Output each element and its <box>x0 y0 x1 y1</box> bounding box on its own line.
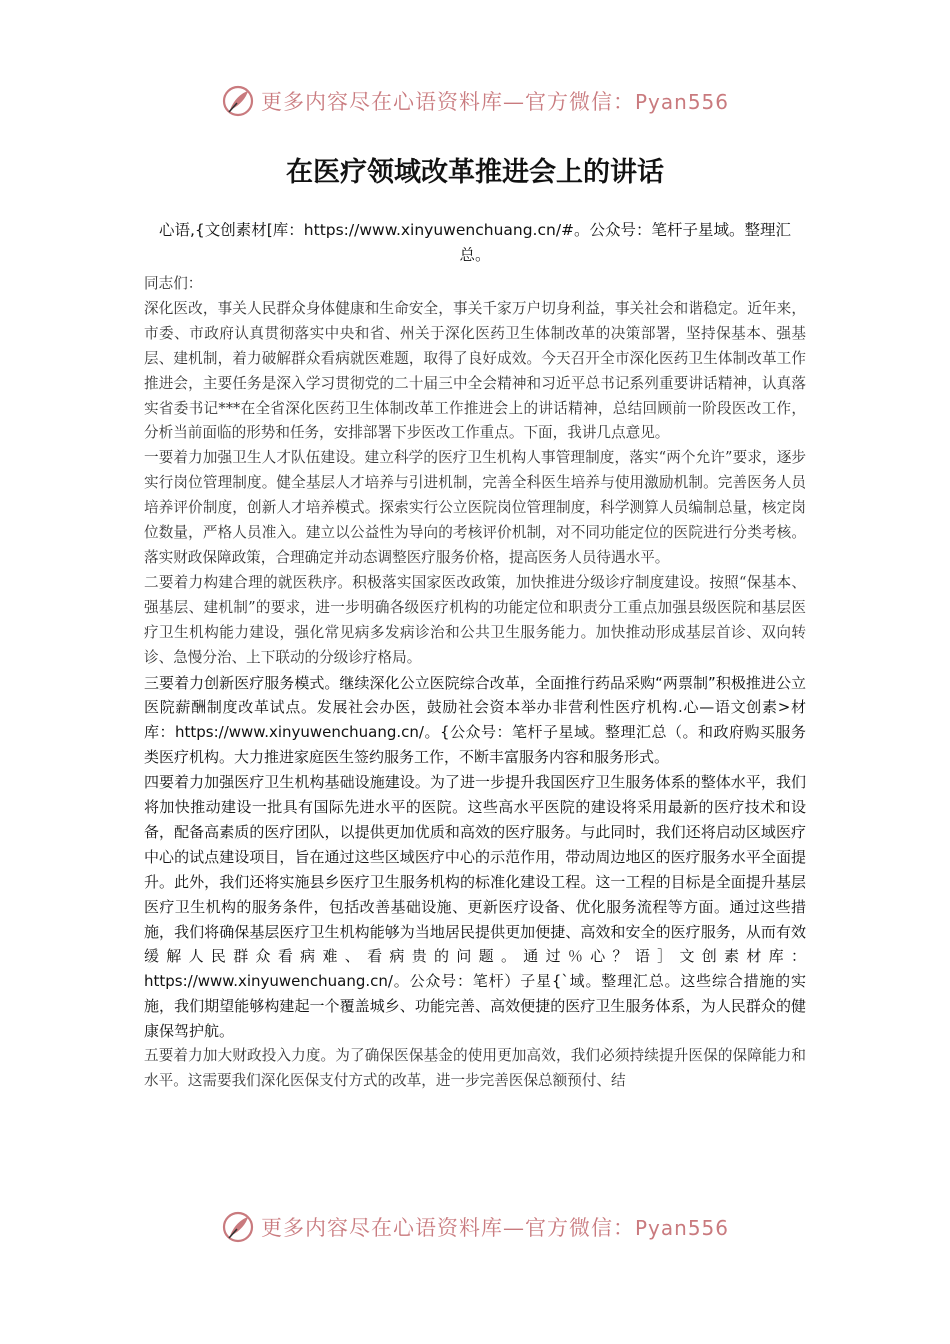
banner-text: 更多内容尽在心语资料库—官方微信：Pyan556 <box>260 90 729 114</box>
document-title: 在医疗领域改革推进会上的讲话 <box>286 157 664 188</box>
wechat-id: Pyan556 <box>634 1216 729 1240</box>
paragraph-1: 一要着力加强卫生人才队伍建设。建立科学的医疗卫生机构人事管理制度，落实“两个允许”要求，逐步实行岗位管理制度。健全基层人才培养与引进机制，完善全科医生培养与使用激励机制。完善医务人员培养评价制度，创新人才培养模式。探索实行公立医院岗位管理制度，科学测算人员编制总量，核定岗位数量，严格人员准入。建立以公益性为导向的考核评价机制，对不同功能定位的医院进行分类考核。落实财政保障政策，合理确定并动态调整医疗服务价格，提高医务人员待遇水平。 <box>144 449 806 566</box>
feather-pen-icon <box>221 1210 255 1244</box>
salutation: 同志们： <box>144 275 203 292</box>
paragraph-3: 三要着力创新医疗服务模式。继续深化公立医院综合改革，全面推行药品采购“两票制”积极推进公立医院薪酬制度改革试点。发展社会办医，鼓励社会资本举办非营利性医疗机构.心—语文创素>材库：https://www.xinyuwenchuang.cn/。{公众号：笔杆子星域。整理汇总（。和政府购买服务类医疗机构。大力推进家庭医生签约服务工作，不断丰富服务内容和服务形式。 <box>144 673 806 767</box>
paragraph-intro: 深化医改，事关人民群众身体健康和生命安全，事关千家万户切身利益，事关社会和谐稳定。近年来，市委、市政府认真贯彻落实中央和省、州关于深化医药卫生体制改革的决策部署，坚持保基本、强基层、建机制，着力破解群众看病就医难题，取得了良好成效。今天召开全市深化医药卫生体制改革工作推进会，主要任务是深入学习贯彻党的二十届三中全会精神和习近平总书记系列重要讲话精神，认真落实省委书记***在全省深化医药卫生体制改革工作推进会上的讲话精神，总结回顾前一阶段医改工作，分析当前面临的形势和任务，安排部署下步医改工作重点。下面，我讲几点意见。 <box>144 299 806 442</box>
document-subtitle: 心语,{文创素材[库：https://www.xinyuwenchuang.cn/#。公众号：笔杆子星域。整理汇总。 <box>158 221 792 264</box>
document-body <box>144 218 806 1094</box>
banner-text: 更多内容尽在心语资料库—官方微信：Pyan556 <box>260 1216 729 1240</box>
footer-banner <box>0 1210 950 1244</box>
header-banner <box>0 84 950 118</box>
wechat-id: Pyan556 <box>634 90 729 114</box>
feather-pen-icon <box>221 84 255 118</box>
paragraph-5: 五要着力加大财政投入力度。为了确保医保基金的使用更加高效，我们必须持续提升医保的保障能力和水平。这需要我们深化医保支付方式的改革，进一步完善医保总额预付、结 <box>144 1047 806 1089</box>
paragraph-4: 四要着力加强医疗卫生机构基础设施建设。为了进一步提升我国医疗卫生服务体系的整体水平，我们将加快推动建设一批具有国际先进水平的医院。这些高水平医院的建设将采用最新的医疗技术和设备，配备高素质的医疗团队，以提供更加优质和高效的医疗服务。与此同时，我们还将启动区域医疗中心的试点建设项目，旨在通过这些区域医疗中心的示范作用，带动周边地区的医疗服务水平全面提升。此外，我们还将实施县乡医疗卫生服务机构的标准化建设工程。这一工程的目标是全面提升基层医疗卫生机构的服务条件，包括改善基础设施、更新医疗设备、优化服务流程等方面。通过这些措施，我们将确保基层医疗卫生机构能够为当地居民提供更加便捷、高效和安全的医疗服务，从而有效缓解人民群众看病难、看病贵的问题。通过％心？语］文创素材库：https://www.xinyuwenchuang.cn/。公众号：笔杆）子星{`域。整理汇总。这些综合措施的实施，我们期望能够构建起一个覆盖城乡、功能完善、高效便捷的医疗卫生服务体系，为人民群众的健康保驾护航。 <box>144 773 806 1041</box>
paragraph-2: 二要着力构建合理的就医秩序。积极落实国家医改政策，加快推进分级诊疗制度建设。按照“保基本、强基层、建机制”的要求，进一步明确各级医疗机构的功能定位和职责分工重点加强县级医院和基层医疗卫生机构能力建设，强化常见病多发病诊治和公共卫生服务能力。加快推动形成基层首诊、双向转诊、急慢分治、上下联动的分级诊疗格局。 <box>144 573 806 666</box>
